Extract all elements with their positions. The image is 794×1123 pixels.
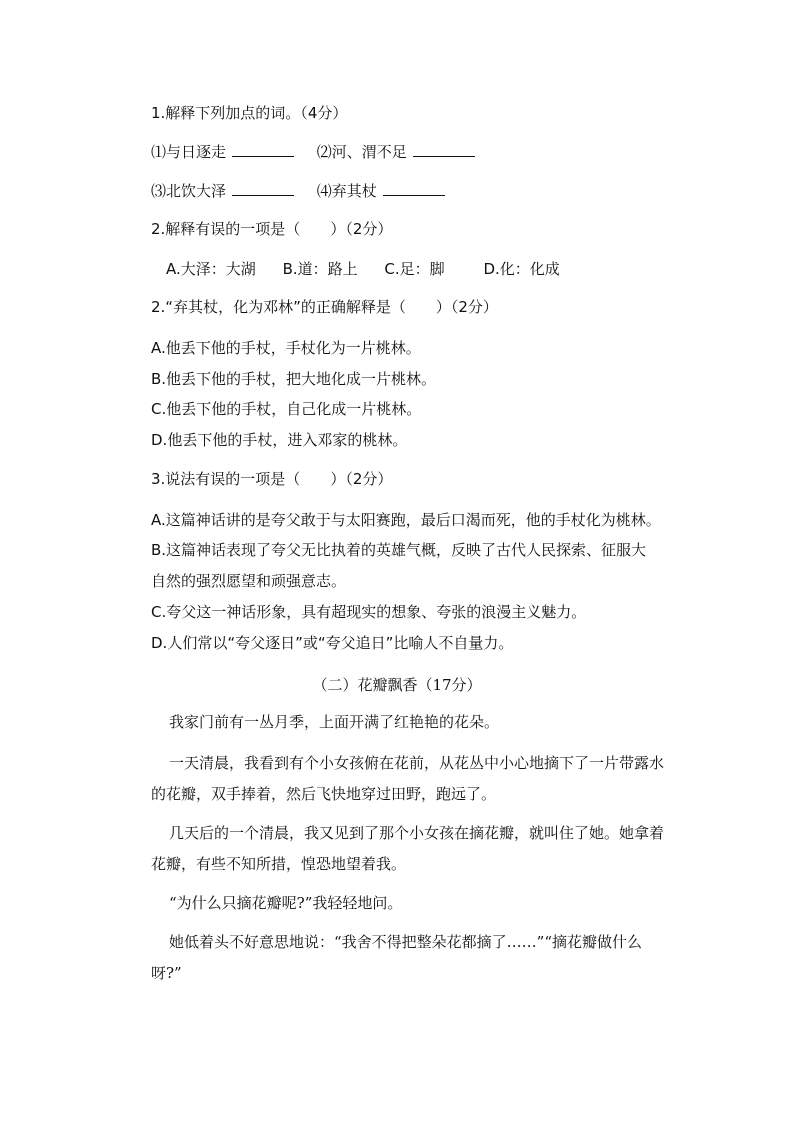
q3-option-b: B.这篇神话表现了夸父无比执着的英雄气概，反映了古代人民探索、征服大 <box>151 541 647 559</box>
passage-line-3: 的花瓣，双手捧着，然后飞快地穿过田野，跑远了。 <box>151 785 497 803</box>
answer-blank-2[interactable] <box>413 142 475 157</box>
q2b-option-a: A.他丢下他的手杖，手杖化为一片桃林。 <box>151 339 421 357</box>
q1-row-1 <box>151 141 475 163</box>
q2a-title: 2.解释有误的一项是（ ）（2分） <box>151 220 393 238</box>
q3-option-c: C.夸父这一神话形象，具有超现实的想象、夸张的浪漫主义魅力。 <box>151 603 587 621</box>
answer-blank-4[interactable] <box>383 181 445 196</box>
q2b-option-c: C.他丢下他的手杖，自己化成一片桃林。 <box>151 400 422 418</box>
q3-option-a: A.这篇神话讲的是夸父敢于与太阳赛跑，最后口渴而死，他的手杖化为桃林。 <box>151 511 661 529</box>
passage-line-6: “为什么只摘花瓣呢?”我轻轻地问。 <box>169 894 403 912</box>
q3-option-d: D.人们常以“夸父逐日”或“夸父追日”比喻人不自量力。 <box>151 634 514 652</box>
passage-line-8: 呀?” <box>151 964 182 982</box>
q2b-title: 2.“弃其杖，化为邓林”的正确解释是（ ）（2分） <box>151 298 498 316</box>
passage-line-4: 几天后的一个清晨，我又见到了那个小女孩在摘花瓣，就叫住了她。她拿着 <box>169 824 665 842</box>
q1-item-1: ⑴与日逐走 <box>151 143 227 161</box>
q2a-options <box>166 258 582 280</box>
answer-blank-1[interactable] <box>232 142 294 157</box>
q1-item-3: ⑶北饮大泽 <box>151 182 227 200</box>
q2a-option-b: B.道：路上 <box>282 260 358 278</box>
q2a-option-d: D.化：化成 <box>483 260 560 278</box>
answer-blank-3[interactable] <box>232 181 294 196</box>
q2b-option-b: B.他丢下他的手杖，把大地化成一片桃林。 <box>151 370 437 388</box>
q1-item-4: ⑷弃其杖 <box>316 182 377 200</box>
passage-line-7: 她低着头不好意思地说：“我舍不得把整朵花都摘了……”“摘花瓣做什么 <box>169 933 643 951</box>
q2a-option-a: A.大泽：大湖 <box>166 260 256 278</box>
q3-option-b-cont: 自然的强烈愿望和顽强意志。 <box>151 572 347 590</box>
section-title: （二）花瓣飘香（17分） <box>312 676 482 694</box>
q2a-option-c: C.足：脚 <box>384 260 445 278</box>
q1-title: 1.解释下列加点的词。（4分） <box>151 104 348 122</box>
q3-title: 3.说法有误的一项是（ ）（2分） <box>151 470 393 488</box>
q2b-option-d: D.他丢下他的手杖，进入邓家的桃林。 <box>151 431 408 449</box>
passage-line-5: 花瓣，有些不知所措，惶恐地望着我。 <box>151 855 407 873</box>
passage-line-1: 我家门前有一丛月季，上面开满了红艳艳的花朵。 <box>169 713 500 731</box>
q1-item-2: ⑵河、渭不足 <box>316 143 407 161</box>
q1-row-2 <box>151 180 445 202</box>
passage-line-2: 一天清晨，我看到有个小女孩俯在花前，从花丛中小心地摘下了一片带露水 <box>169 754 665 772</box>
